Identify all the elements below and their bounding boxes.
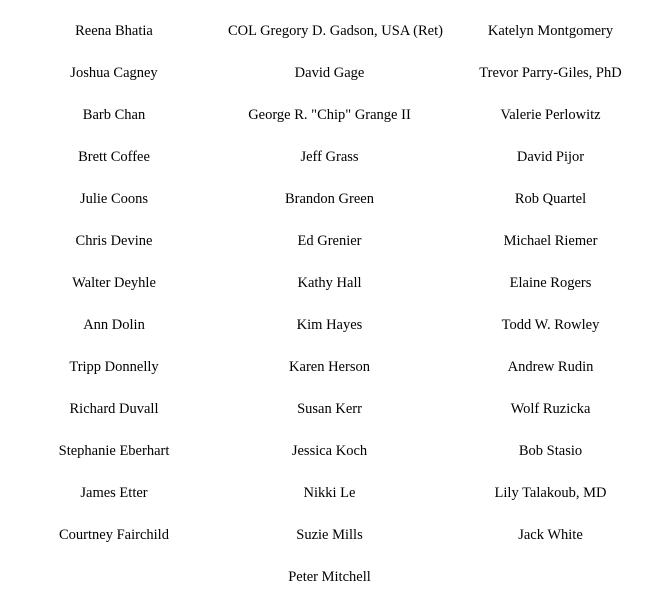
name-cell: Wolf Ruzicka <box>510 401 591 417</box>
name-cell: Stephanie Eberhart <box>58 443 170 459</box>
name-cell: Trevor Parry-Giles, PhD <box>479 65 622 81</box>
name-cell: Nikki Le <box>303 485 356 501</box>
table-row <box>0 556 670 598</box>
names-table-body <box>0 10 670 598</box>
table-row <box>0 304 670 346</box>
table-row <box>0 220 670 262</box>
name-cell: Elaine Rogers <box>509 275 592 291</box>
name-cell: Joshua Cagney <box>70 65 158 81</box>
table-row <box>0 94 670 136</box>
name-cell: Reena Bhatia <box>75 23 153 39</box>
table-row <box>0 10 670 52</box>
name-cell: Lily Talakoub, MD <box>494 485 607 501</box>
table-row <box>0 346 670 388</box>
table-row <box>0 262 670 304</box>
name-cell: Jack White <box>518 527 583 543</box>
name-cell: Jessica Koch <box>291 443 368 459</box>
table-row <box>0 388 670 430</box>
name-cell: COL Gregory D. Gadson, USA (Ret) <box>228 23 443 39</box>
name-cell <box>0 556 228 598</box>
name-cell: Tripp Donnelly <box>69 359 159 375</box>
name-cell: Brandon Green <box>285 191 374 207</box>
name-cell: Julie Coons <box>79 191 149 207</box>
name-cell: David Gage <box>294 65 365 81</box>
table-row <box>0 472 670 514</box>
name-cell: Valerie Perlowitz <box>500 107 601 123</box>
name-cell: Richard Duvall <box>69 401 159 417</box>
name-cell: David Pijor <box>516 149 585 165</box>
name-cell: Bob Stasio <box>518 443 583 459</box>
name-cell: Courtney Fairchild <box>59 527 169 543</box>
names-table <box>0 10 670 598</box>
name-cell: Katelyn Montgomery <box>487 23 614 39</box>
name-cell: Barb Chan <box>82 107 146 123</box>
name-cell: Kathy Hall <box>297 275 362 291</box>
name-cell: George R. "Chip" Grange II <box>248 107 411 123</box>
name-cell <box>431 556 670 598</box>
name-cell: Susan Kerr <box>297 401 362 417</box>
table-row <box>0 136 670 178</box>
name-cell: Andrew Rudin <box>507 359 594 375</box>
table-row <box>0 52 670 94</box>
name-cell: Brett Coffee <box>78 149 150 165</box>
table-row <box>0 514 670 556</box>
name-cell: James Etter <box>80 485 148 501</box>
name-cell: Rob Quartel <box>514 191 587 207</box>
table-row <box>0 178 670 220</box>
name-cell: Suzie Mills <box>296 527 363 543</box>
name-cell: Walter Deyhle <box>72 275 156 291</box>
name-cell: Ed Grenier <box>297 233 362 249</box>
name-cell: Michael Riemer <box>503 233 598 249</box>
name-cell: Ann Dolin <box>83 317 145 333</box>
name-cell: Kim Hayes <box>296 317 363 333</box>
name-cell: Jeff Grass <box>300 149 359 165</box>
name-cell: Peter Mitchell <box>288 569 371 585</box>
name-cell: Todd W. Rowley <box>501 317 600 333</box>
name-cell: Karen Herson <box>289 359 370 375</box>
name-cell: Chris Devine <box>75 233 153 249</box>
table-row <box>0 430 670 472</box>
